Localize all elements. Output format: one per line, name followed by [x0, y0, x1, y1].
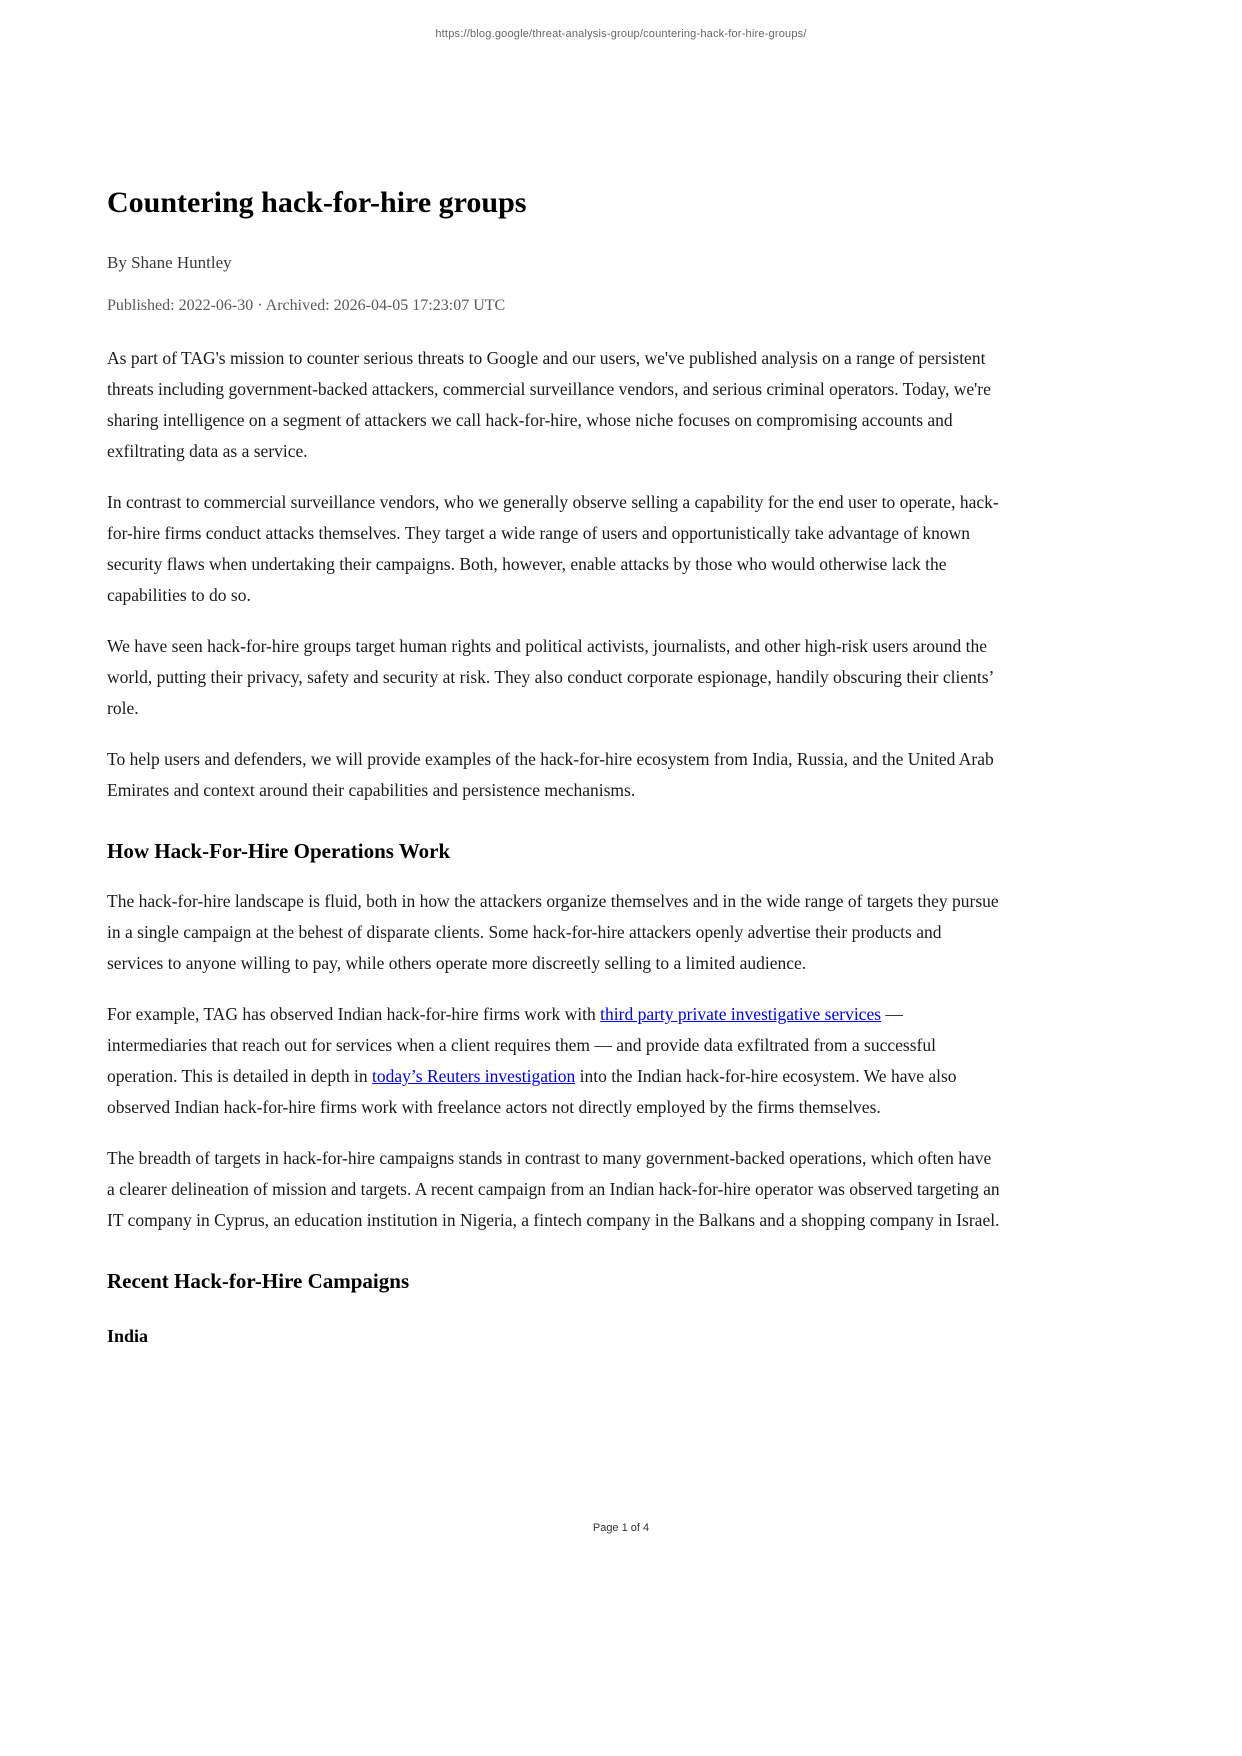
section-heading-how-operations-work: How Hack-For-Hire Operations Work — [107, 839, 451, 863]
paragraph-intro-2: In contrast to commercial surveillance vendors, who we generally observe selling a capability for the end user to operate, hack-for-hire firms conduct attacks themselves. They target a wide range of users and opportunistically take advantage of known security flaws when undertaking their campaigns. Both, however, enable attacks by those who would otherwise lack the capabilities to do so. — [107, 492, 999, 605]
page-number-footer: Page 1 of 4 — [592, 1522, 650, 1534]
paragraph-intro-3: We have seen hack-for-hire groups target human rights and political activists, journalists, and other high-risk users around the world, putting their privacy, safety and security at risk. They also conduct corporate espionage, handily obscuring their clients’ role. — [107, 636, 994, 718]
paragraph-operations-3: The breadth of targets in hack-for-hire campaigns stands in contrast to many government-backed operations, which often have a clearer delineation of mission and targets. A recent campaign from an Indian hack-for-hire operator was observed targeting an IT company in Cyprus, an education institution in Nigeria, a fintech company in the Balkans and a shopping company in Israel. — [107, 1148, 1000, 1230]
section-heading-recent-campaigns: Recent Hack-for-Hire Campaigns — [107, 1269, 410, 1293]
link-reuters-investigation[interactable]: today’s Reuters investigation — [372, 1066, 576, 1086]
published-archived-meta: Published: 2022-06-30 · Archived: 2026-04-05 17:23:07 UTC — [107, 297, 506, 314]
byline: By Shane Huntley — [107, 253, 232, 272]
paragraph-segment: — intermediaries that reach out for services when a client requires them — and provide data exfiltrated from a successful operation. This is detailed in depth in — [107, 1004, 936, 1086]
paragraph-intro-1: As part of TAG's mission to counter serious threats to Google and our users, we've published analysis on a range of persistent threats including government-backed attackers, commercial surveillance vendors, and serious criminal operators. Today, we're sharing intelligence on a segment of attackers we call hack-for-hire, whose niche focuses on compromising accounts and exfiltrating data as a service. — [107, 348, 991, 461]
paragraph-segment: For example, TAG has observed Indian hack-for-hire firms work with — [107, 1004, 601, 1024]
page-title: Countering hack-for-hire groups — [107, 186, 527, 219]
link-third-party-investigative-services[interactable]: third party private investigative services — [600, 1004, 882, 1024]
paragraph-operations-2 — [107, 999, 1002, 1123]
paragraph-operations-1: The hack-for-hire landscape is fluid, both in how the attackers organize themselves and in the wide range of targets they pursue in a single campaign at the behest of disparate clients. Some hack-for-hire attackers openly advertise their products and services to anyone willing to pay, while others operate more discreetly selling to a limited audience. — [107, 891, 999, 973]
paragraph-segment: into the Indian hack-for-hire ecosystem. We have also observed Indian hack-for-hire firms work with freelance actors not directly employed by the firms themselves. — [107, 1066, 957, 1117]
article-body — [107, 185, 1002, 1348]
paragraph-intro-4: To help users and defenders, we will provide examples of the hack-for-hire ecosystem from India, Russia, and the United Arab Emirates and context around their capabilities and persistence mechanisms. — [107, 749, 994, 800]
sub-heading-india: India — [107, 1326, 149, 1346]
archive-url-header: https://blog.google/threat-analysis-group/countering-hack-for-hire-groups/ — [435, 28, 807, 40]
